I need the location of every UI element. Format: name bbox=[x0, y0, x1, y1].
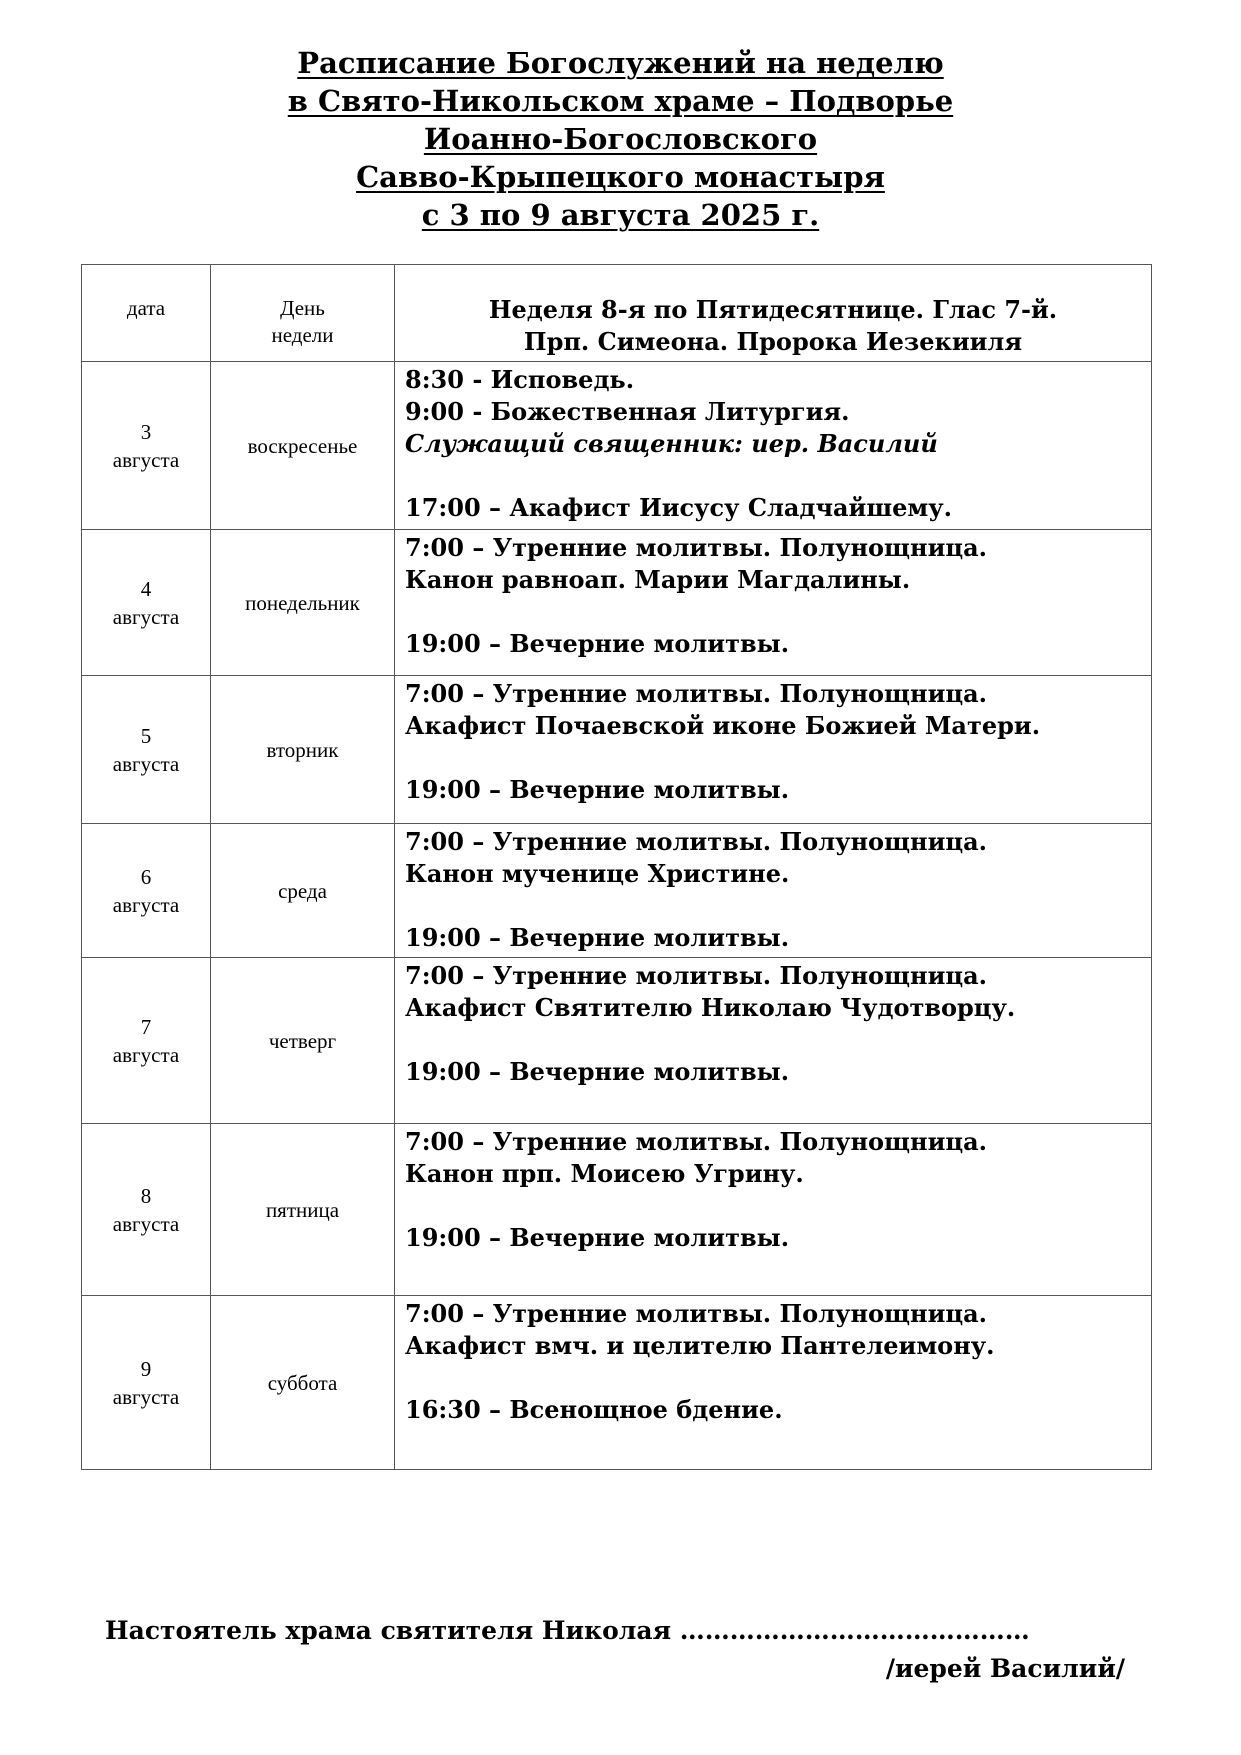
header-date-cell bbox=[82, 265, 211, 362]
weekday-name: четверг bbox=[268, 1028, 337, 1053]
service-line: Канон равноап. Марии Магдалины. bbox=[405, 565, 911, 594]
service-spacer bbox=[405, 1190, 1151, 1222]
footer-signature bbox=[105, 1612, 1135, 1688]
title-line-3: Иоанно-Богословского bbox=[423, 122, 818, 156]
service-line: 7:00 – Утренние молитвы. Полунощница. bbox=[405, 961, 988, 990]
service-line: Канон мученице Христине. bbox=[405, 859, 790, 888]
weekday-cell bbox=[211, 1296, 395, 1470]
services-cell bbox=[395, 530, 1152, 676]
schedule-table bbox=[81, 264, 1152, 1470]
services-cell bbox=[395, 1296, 1152, 1470]
date-cell bbox=[82, 1296, 211, 1470]
table-row bbox=[82, 1124, 1152, 1296]
table-row bbox=[82, 1296, 1152, 1470]
service-line: Канон прп. Моисею Угрину. bbox=[405, 1159, 804, 1188]
service-spacer bbox=[405, 460, 1151, 492]
service-line: 8:30 - Исповедь. bbox=[405, 365, 635, 394]
day-number: 4 bbox=[140, 576, 152, 601]
header-week-line-1: Неделя 8-я по Пятидесятнице. Глас 7-й. bbox=[488, 295, 1058, 324]
table-row bbox=[82, 530, 1152, 676]
weekday-name: вторник bbox=[266, 737, 339, 762]
service-line: 19:00 – Вечерние молитвы. bbox=[405, 1223, 790, 1252]
weekday-cell bbox=[211, 530, 395, 676]
title-date-range: с 3 по 9 августа 2025 г. bbox=[421, 198, 820, 232]
weekday-cell bbox=[211, 676, 395, 824]
date-cell bbox=[82, 530, 211, 676]
day-number: 8 bbox=[140, 1183, 152, 1208]
service-line: 7:00 – Утренние молитвы. Полунощница. bbox=[405, 827, 988, 856]
header-week-line-2: Прп. Симеона. Пророка Иезекииля bbox=[523, 327, 1023, 356]
month-name: августа bbox=[112, 447, 180, 472]
weekday-name: воскресенье bbox=[247, 433, 358, 458]
weekday-cell bbox=[211, 362, 395, 530]
service-line: 7:00 – Утренние молитвы. Полунощница. bbox=[405, 533, 988, 562]
weekday-cell bbox=[211, 824, 395, 958]
service-line: 9:00 - Божественная Литургия. bbox=[405, 397, 850, 426]
service-line: 19:00 – Вечерние молитвы. bbox=[405, 1057, 790, 1086]
month-name: августа bbox=[112, 1211, 180, 1236]
table-row bbox=[82, 676, 1152, 824]
day-number: 5 bbox=[140, 723, 152, 748]
table-row bbox=[82, 824, 1152, 958]
services-cell bbox=[395, 362, 1152, 530]
rector-signature-line: Настоятель храма святителя Николая …………………………………… bbox=[105, 1616, 1030, 1645]
document-title bbox=[0, 44, 1241, 234]
services-cell bbox=[395, 958, 1152, 1124]
service-line: 7:00 – Утренние молитвы. Полунощница. bbox=[405, 1299, 988, 1328]
service-line: Служащий священник: иер. Василий bbox=[405, 429, 938, 458]
service-line: 19:00 – Вечерние молитвы. bbox=[405, 629, 790, 658]
day-number: 7 bbox=[140, 1014, 152, 1039]
title-line-1: Расписание Богослужений на неделю bbox=[297, 46, 944, 80]
weekday-cell bbox=[211, 1124, 395, 1296]
service-line: 17:00 – Акафист Иисусу Сладчайшему. bbox=[405, 493, 952, 522]
service-line: 19:00 – Вечерние молитвы. bbox=[405, 923, 790, 952]
service-spacer bbox=[405, 1024, 1151, 1056]
header-week-cell bbox=[395, 265, 1152, 362]
service-spacer bbox=[405, 742, 1151, 774]
service-spacer bbox=[405, 890, 1151, 922]
weekday-cell bbox=[211, 958, 395, 1124]
title-line-4: Савво-Крыпецкого монастыря bbox=[356, 160, 885, 194]
services-cell bbox=[395, 676, 1152, 824]
month-name: августа bbox=[112, 751, 180, 776]
month-name: августа bbox=[112, 1384, 180, 1409]
month-name: августа bbox=[112, 1042, 180, 1067]
weekday-name: понедельник bbox=[245, 590, 360, 615]
header-day-cell bbox=[211, 265, 395, 362]
header-day-label-2: недели bbox=[271, 323, 334, 347]
date-cell bbox=[82, 958, 211, 1124]
date-cell bbox=[82, 1124, 211, 1296]
day-number: 3 bbox=[140, 419, 152, 444]
service-line: 7:00 – Утренние молитвы. Полунощница. bbox=[405, 679, 988, 708]
services-cell bbox=[395, 824, 1152, 958]
service-spacer bbox=[405, 1362, 1151, 1394]
month-name: августа bbox=[112, 892, 180, 917]
header-day-label-1: День bbox=[280, 296, 325, 320]
day-number: 6 bbox=[140, 864, 152, 889]
service-line: Акафист вмч. и целителю Пантелеимону. bbox=[405, 1331, 995, 1360]
header-date-label: дата bbox=[126, 296, 166, 320]
table-row bbox=[82, 958, 1152, 1124]
day-number: 9 bbox=[140, 1356, 152, 1381]
service-line: Акафист Почаевской иконе Божией Матери. bbox=[405, 711, 1041, 740]
date-cell bbox=[82, 362, 211, 530]
date-cell bbox=[82, 824, 211, 958]
table-row bbox=[82, 362, 1152, 530]
month-name: августа bbox=[112, 604, 180, 629]
service-line: 16:30 – Всенощное бдение. bbox=[405, 1395, 783, 1424]
table-header-row bbox=[82, 265, 1152, 362]
services-cell bbox=[395, 1124, 1152, 1296]
weekday-name: суббота bbox=[267, 1370, 338, 1395]
weekday-name: пятница bbox=[265, 1197, 340, 1222]
service-line: Акафист Святителю Николаю Чудотворцу. bbox=[405, 993, 1016, 1022]
weekday-name: среда bbox=[278, 878, 327, 903]
service-line: 7:00 – Утренние молитвы. Полунощница. bbox=[405, 1127, 988, 1156]
title-line-2: в Свято-Никольском храме – Подворье bbox=[287, 84, 954, 118]
service-line: 19:00 – Вечерние молитвы. bbox=[405, 775, 790, 804]
service-spacer bbox=[405, 596, 1151, 628]
date-cell bbox=[82, 676, 211, 824]
rector-name: /иерей Василий/ bbox=[885, 1654, 1125, 1683]
